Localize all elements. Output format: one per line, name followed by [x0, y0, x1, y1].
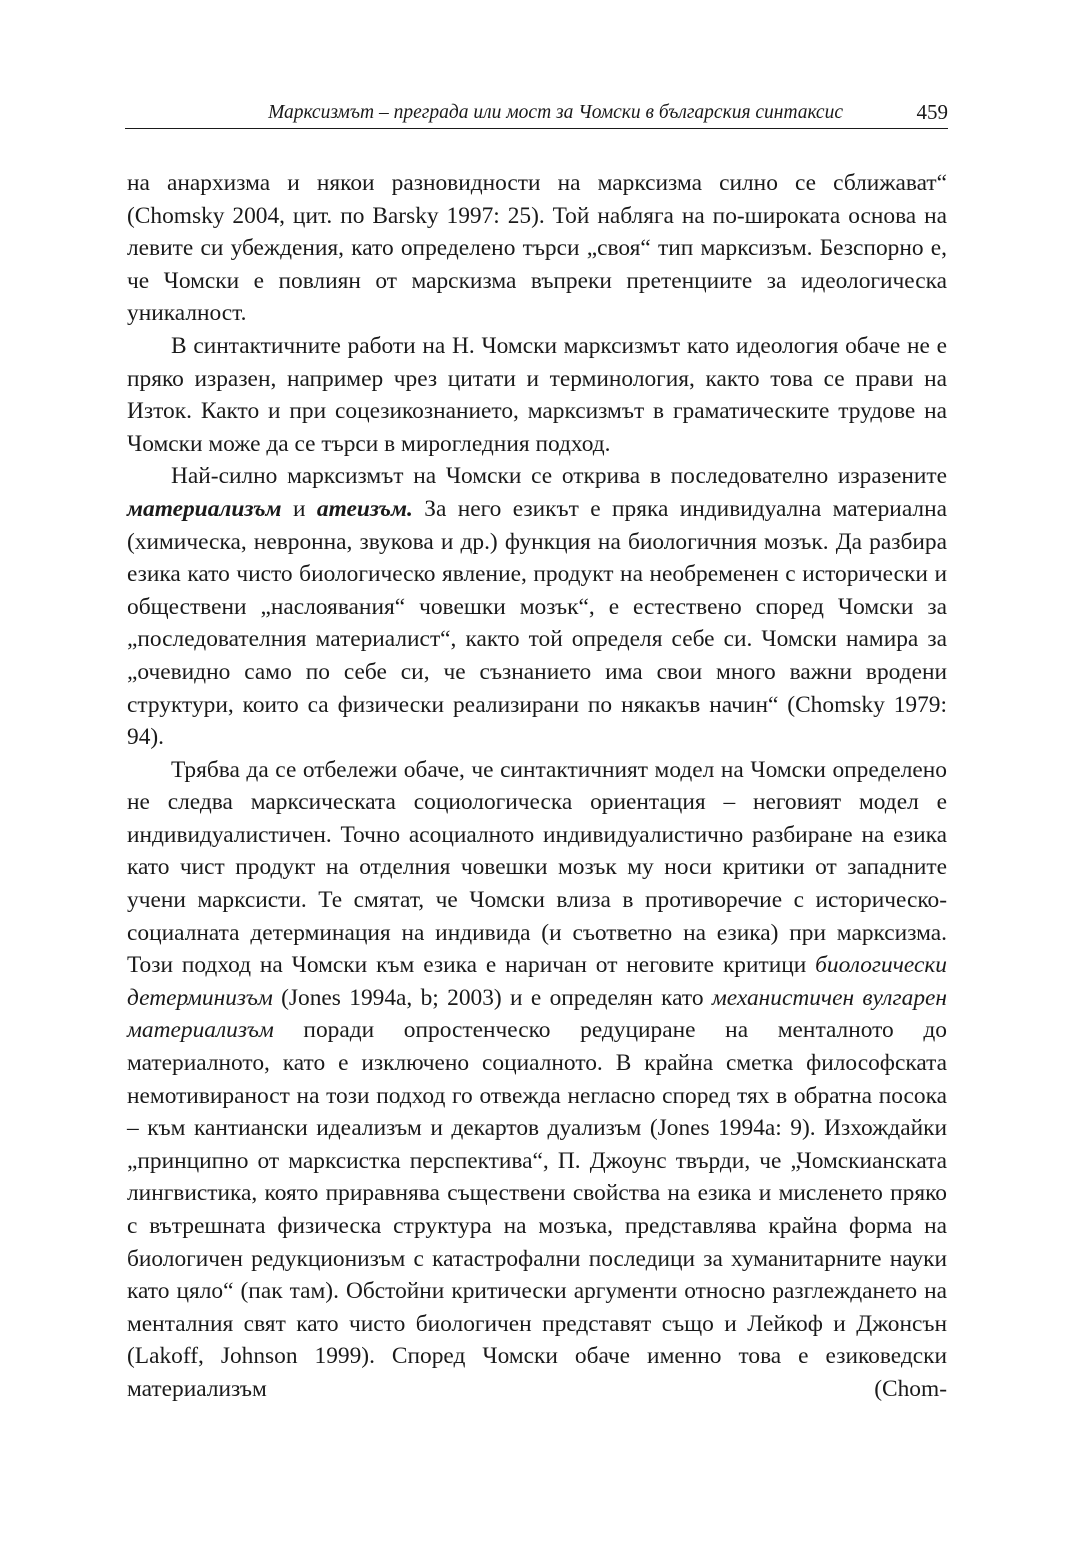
paragraph-3-before: Най-силно марксизмът на Чомски се открива в последователно изразените — [171, 463, 947, 490]
paragraph-3-between: и — [281, 495, 317, 522]
running-header — [125, 100, 948, 129]
paragraph-2: В синтактичните работи на Н. Чомски марксизмът като идеология обаче не е пряко изразен, например чрез цитати и терминология, както това се прави на Изток. Както и при соцезикознанието, марксизмът в граматическите трудове на Чомски може да се търси в мирогледния подход. — [127, 332, 947, 457]
paragraph-4-between: (Jones 1994a, b; 2003) и е определян като — [272, 984, 712, 1011]
paragraph-4-before: Трябва да се отбележи обаче, че синтактичният модел на Чомски определено не следва марксическата социологическа ориентация – неговият модел е индивидуалистичен. Точно асоциалното индивидуалистично разбиране на езика като чист продукт на отделния човешки мозък му носи критики от западните учени марксисти. Те смятат, че Чомски влиза в противоречие с историческо-социалната детерминация на индивида (и съответно на езика) при марксизма. Този подход на Чомски към езика е наричан от неговите критици — [127, 756, 947, 979]
paragraph-1: на анархизма и някои разновидности на марксизма силно се сближават“ (Chomsky 2004, цит. по Barsky 1997: 25). Той набляга на по-широката основа на левите си убеждения, като определено търси „своя“ тип марксизъм. Безспорно е, че Чомски е повлиян от марскизма въпреки претенциите за идеологическа уникалност. — [127, 170, 947, 327]
page-number: 459 — [916, 100, 948, 124]
paragraph-4 — [127, 754, 947, 1406]
paragraph-3 — [127, 460, 947, 753]
paragraph-3-after: За него езикът е пряка индивидуална материална (химическа, невронна, звукова и др.) функция на биологичния мозък. Да разбира езика като чисто биологическо явление, продукт на необременен с исторически и обществени „наслоявания“ човешки мозък“, е естествено според Чомски за „последователния материалист“, както той определя себе си. Чомски намира за „очевидно само по себе си, че съзнанието има свои много важни вродени структури, които са физически реализирани по някакъв начин“ (Chomsky 1979: 94). — [127, 495, 947, 751]
paragraph-4-after: поради опростенческо редуциране на менталното до материалното, като е изключено социалното. В крайна сметка философската немотивираност на този подход го отвежда негласно според тях в обратна посока – към кантиански идеализъм и декартов дуализъм (Jones 1994a: 9). Изхождайки „принципно от марксистка перспектива“, П. Джоунс твърди, че „Чомскианската лингвистика, която приравнява съществени свойства на езика и мисленето пряко с вътрешната физическа структура на мозъка, представлява крайна форма на биологичен редукционизъм с катастрофални последици за хуманитарните науки като цяло“ (пак там). Обстойни критически аргументи относно разглеждането на менталния свят като чисто биологичен представят също и Лейкоф и Джонсън (Lakoff, Johnson 1999). Според Чомски обаче именно това е езиковедски материализъм (Chom- — [127, 1017, 947, 1402]
term-materialism: материализъм — [127, 495, 282, 522]
term-biological-determinism: биологически детерминизъм — [127, 952, 947, 1011]
term-vulgar-materialism: механистичен вулгарен материализъм — [127, 984, 947, 1044]
running-title: Марксизмът – преграда или мост за Чомски в българския синтаксис — [268, 102, 843, 123]
term-atheism: атеизъм. — [316, 495, 413, 522]
body-text — [127, 167, 947, 1406]
